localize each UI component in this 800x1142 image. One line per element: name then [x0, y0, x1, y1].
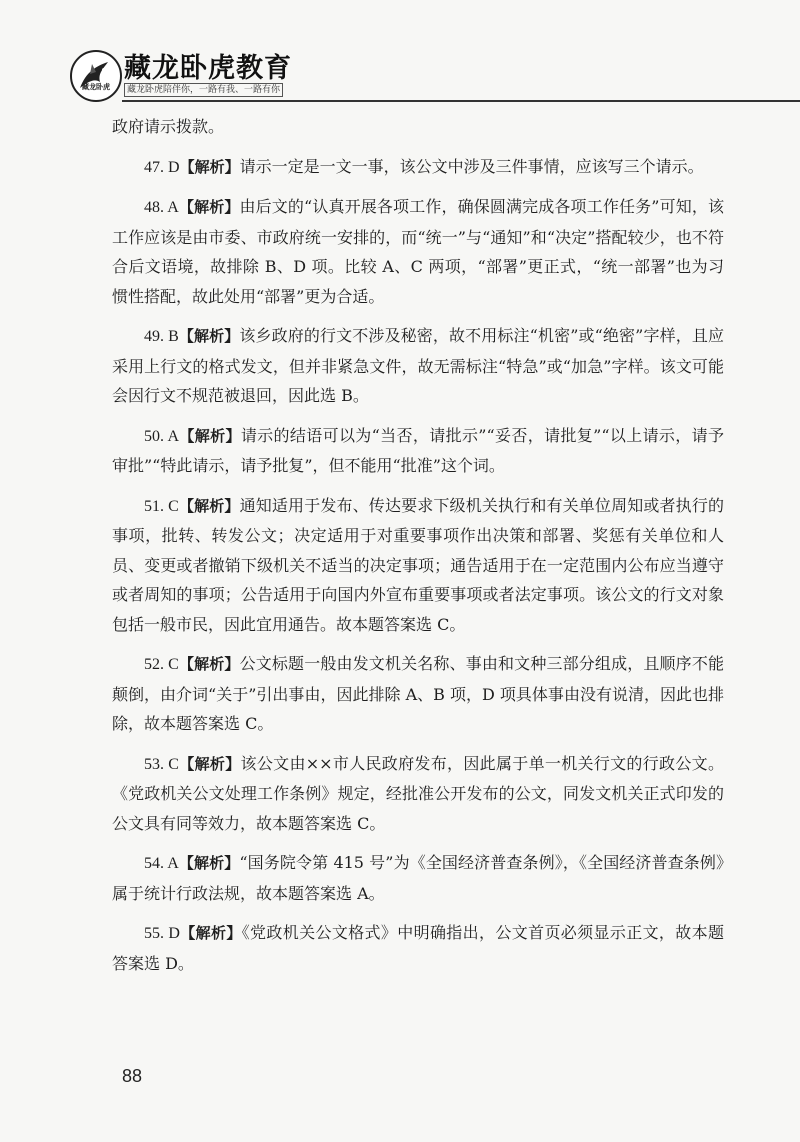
explanation-text: 《党政机关公文格式》中明确指出，公文首页必须显示正文，故本题答案选 D。 [112, 923, 724, 973]
explanation-paragraph [112, 848, 724, 908]
analysis-tag: 【解析】 [178, 496, 240, 515]
question-answer: 55. D [144, 925, 180, 942]
explanation-paragraph [112, 749, 724, 839]
question-answer: 51. C [144, 497, 179, 515]
explanation-paragraph [112, 152, 724, 183]
brand-subtitle: 藏龙卧虎陪伴你，一路有我、一路有你 [124, 83, 283, 97]
analysis-tag: 【解析】 [178, 327, 240, 345]
analysis-tag: 【解析】 [178, 754, 241, 773]
explanation-paragraph [112, 918, 724, 978]
explanation-text: 请示的结语可以为“当否，请批示”“妥否，请批复”“以上请示，请予审批”“特此请示，请予批复”，但不能用“批准”这个词。 [112, 425, 724, 475]
dragon-tiger-logo-icon [70, 50, 122, 102]
brand-title: 藏龙卧虎教育 [124, 53, 292, 84]
explanation-paragraph [112, 112, 724, 142]
analysis-tag: 【解析】 [178, 854, 240, 872]
explanation-paragraph [112, 192, 724, 311]
question-answer: 49. B [144, 328, 179, 345]
question-answer: 53. C [144, 755, 179, 773]
question-answer: 54. A [144, 855, 179, 872]
explanation-paragraph [112, 649, 724, 739]
analysis-tag: 【解析】 [179, 924, 242, 942]
explanation-paragraph [112, 421, 724, 481]
explanation-text: 公文标题一般由发文机关名称、事由和文种三部分组成，且顺序不能颠倒，由介词“关于”引出事由，因此排除 A、B 项，D 项具体事由没有说清，因此也排除，故本题答案选 C。 [112, 654, 724, 733]
explanation-text: 该公文由××市人民政府发布，因此属于单一机关行文的行政公文。《党政机关公文处理工作条例》规定，经批准公开发布的公文，同发文机关正式印发的公文具有同等效力，故本题答案选 C。 [112, 753, 724, 833]
analysis-tag: 【解析】 [178, 655, 240, 673]
question-answer: 52. C [144, 656, 179, 673]
explanation-text: 由后文的“认真开展各项工作，确保圆满完成各项工作任务”可知，该工作应该是由市委、市政府统一安排的，而“统一”与“通知”和“决定”搭配较少，也不符合后文语境，故排除 B、D 项。比较 A、C 两项，“部署”更正式，“统一部署”也为习惯性搭配，故此处用“部署”更为合适。 [112, 197, 724, 306]
question-answer: 48. A [144, 199, 179, 216]
question-answer: 47. D [144, 158, 180, 176]
logo-text: 藏龙卧虎 [82, 83, 110, 91]
page-number: 88 [122, 1066, 143, 1086]
analysis-tag: 【解析】 [179, 157, 240, 176]
explanation-paragraph [112, 491, 724, 640]
explanation-text: 政府请示拨款。 [112, 117, 225, 136]
explanation-text: 该乡政府的行文不涉及秘密，故不用标注“机密”或“绝密”字样，且应采用上行文的格式发文，但并非紧急文件，故无需标注“特急”或“加急”字样。该文可能会因行文不规范被退回，因此选 B。 [112, 326, 724, 405]
page-header [0, 0, 800, 110]
explanation-text: 通知适用于发布、传达要求下级机关执行和有关单位周知或者执行的事项，批转、转发公文；决定适用于对重要事项作出决策和部署、奖惩有关单位和人员、变更或者撤销下级机关不适当的决定事项；通告适用于在一定范围内公布应当遵守或者周知的事项；公告适用于向国内外宣布重要事项或者法定事项。该公文的行文对象包括一般市民，因此宜用通告。故本题答案选 C。 [112, 495, 724, 634]
answer-explanations [112, 112, 724, 988]
explanation-text: “国务院令第 415 号”为《全国经济普查条例》，《全国经济普查条例》属于统计行政法规，故本题答案选 A。 [112, 853, 724, 903]
explanation-text: 请示一定是一文一事，该公文中涉及三件事情，应该写三个请示。 [239, 156, 704, 176]
analysis-tag: 【解析】 [179, 426, 241, 445]
explanation-paragraph [112, 321, 724, 411]
analysis-tag: 【解析】 [178, 198, 240, 216]
header-divider [122, 100, 800, 102]
question-answer: 50. A [144, 427, 180, 445]
